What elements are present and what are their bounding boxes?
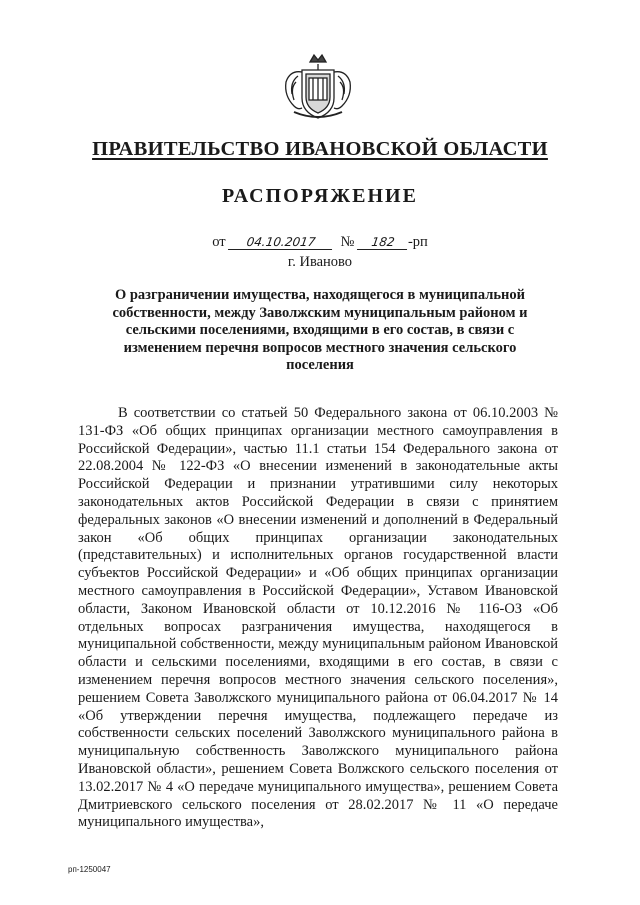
document-type: РАСПОРЯЖЕНИЕ <box>222 185 418 207</box>
date-number-line <box>0 234 640 251</box>
footer-code: рп-1250047 <box>68 865 111 874</box>
number-suffix: -рп <box>407 234 428 250</box>
document-subject: О разграничении имущества, находящегося в муниципальной собственности, между Заволжским муниципальным районом и сельскими поселениями, входящими в его состав, в связи с изменением перечня вопросов местного значения сельского поселения <box>112 287 528 374</box>
document-number: 182 <box>357 235 409 250</box>
body-paragraph: В соответствии со статьей 50 Федерального закона от 06.10.2003 № 131-ФЗ «Об общих принципах организации местного самоуправления в Российской Федерации», частью 11.1 статьи 154 Федерального закона от 22.08.2004 № 122-ФЗ «О внесении изменений в законодательные акты Российской Федерации и признании утратившими силу некоторых законодательных актов Российской Федерации в связи с принятием федеральных законов «О внесении изменений и дополнений в Федеральный закон «Об общих принципах организации законодательных (представительных) и исполнительных органов государственной власти субъектов Российской Федерации» и «Об общих принципах организации местного самоуправления в Российской Федерации», Уставом Ивановской области, Законом Ивановской области от 10.12.2016 № 116-ОЗ «Об отдельных вопросах разграничения имущества, находящегося в муниципальной собственности, между муниципальным районом Ивановской области и сельскими поселениями, входящими в его состав, в связи с изменением перечня вопросов местного значения сельского поселения», решением Совета Заволжского муниципального района от 06.04.2017 № 14 «Об утверждении перечня имущества, подлежащего передаче из собственности сельских поселений Заволжского муниципального района в муниципальную собственность Заволжского муниципального района Ивановской области», решением Совета Волжского сельского поселения от 13.02.2017 № 4 «О передаче муниципального имущества», решением Совета Дмитриевского сельского поселения от 28.02.2017 № 11 «О передаче муниципального имущества», <box>78 405 558 831</box>
coat-of-arms-icon <box>280 52 356 122</box>
document-date: 04.10.2017 <box>228 235 334 250</box>
number-prefix: № <box>340 234 355 250</box>
government-heading: ПРАВИТЕЛЬСТВО ИВАНОВСКОЙ ОБЛАСТИ <box>92 138 548 160</box>
city: г. Иваново <box>287 254 353 270</box>
date-prefix: от <box>212 234 226 250</box>
